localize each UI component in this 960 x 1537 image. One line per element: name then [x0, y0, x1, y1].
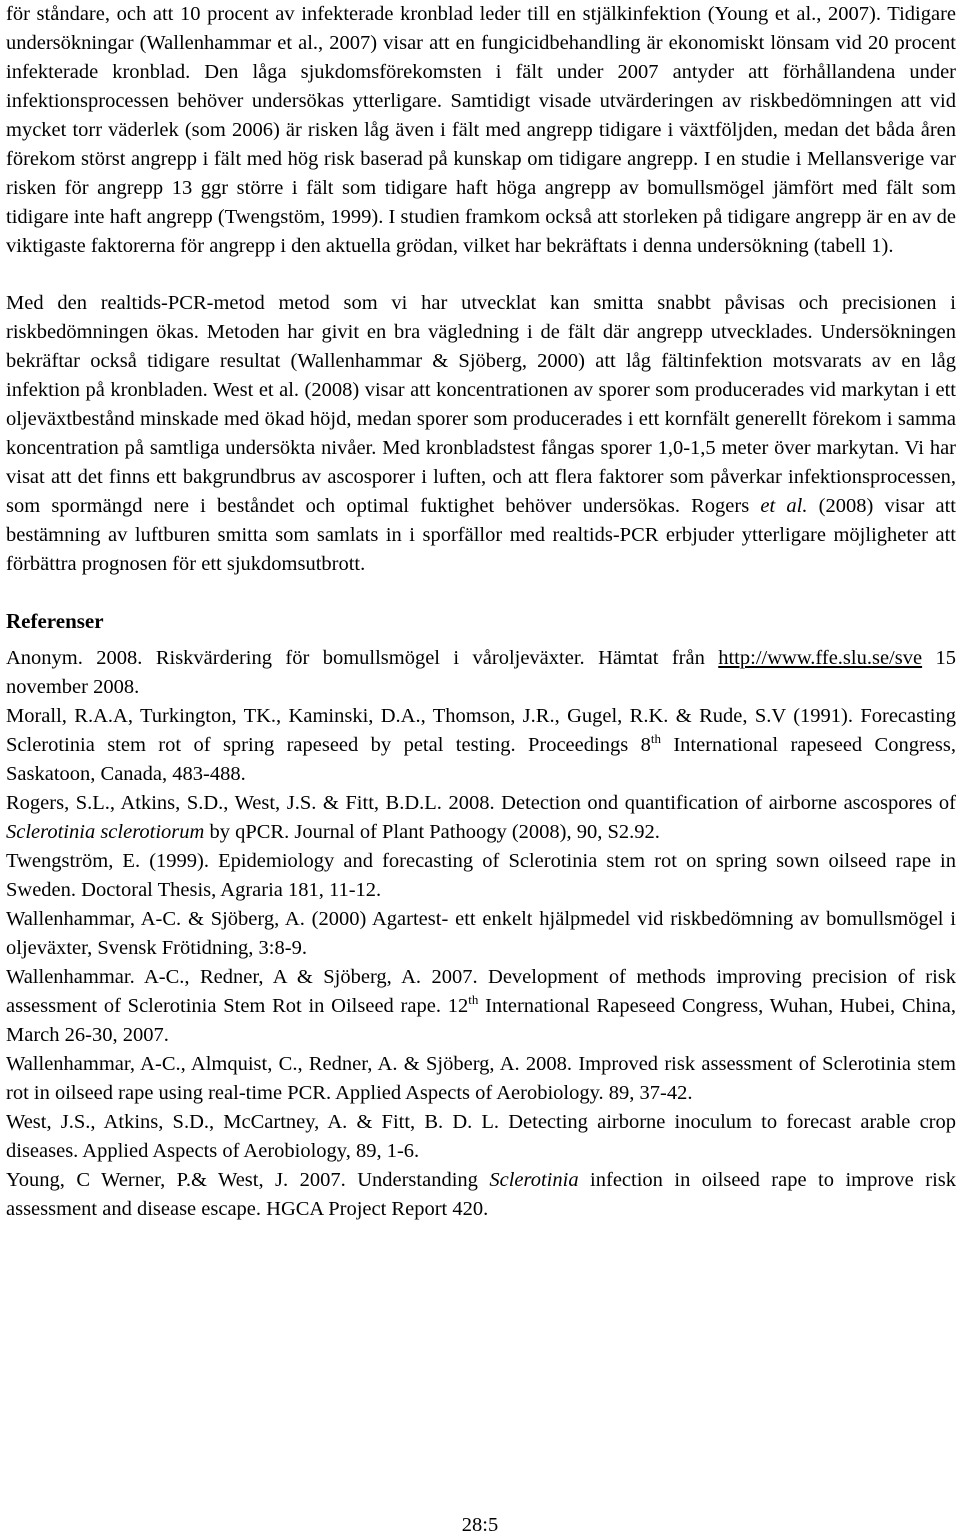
text-run: Samtidigt visade utvärderingen av riskbedömningen att vid mycket torr väderlek (som 2006) är risken låg även i fält med angrepp tidigare i växtföljden, medan det båda åren förekom störst angrepp i fält med hög risk baserad på kunskap om tidigare angrepp.: [6, 90, 956, 170]
document-page: [6, 0, 956, 1224]
reference-item: [6, 1108, 956, 1166]
reference-text: 15 november 2008.: [6, 647, 956, 698]
text-run: Den låga sjukdomsförekomsten i fält under 2007 antyder att förhållandena under infektionsprocessen behöver undersökas ytterligare.: [6, 61, 956, 112]
superscript: th: [650, 731, 661, 747]
reference-text: infection in oilseed rape to improve risk assessment and disease escape. HGCA Project Report 420.: [6, 1169, 956, 1220]
reference-item: [6, 905, 956, 963]
reference-text: Anonym. 2008. Riskvärdering för bomullsmögel i våroljeväxter. Hämtat från: [6, 647, 719, 669]
page-number: 28:5: [461, 1514, 499, 1536]
italic-text: Sclerotinia: [489, 1169, 579, 1191]
paragraph-discussion-1: [6, 0, 956, 261]
reference-text: Wallenhammar. A-C., Redner, A & Sjöberg, A. 2007. Development of methods improving precision of risk assessment of Sclerotinia Stem Rot in Oilseed rape. 12: [6, 966, 956, 1017]
text-run: Med den realtids-PCR-metod metod som vi har utvecklat kan smitta snabbt påvisas och precisionen i riskbedömningen ökas. Metoden har givit en bra vägledning i de fält där angrepp utvecklades. Undersökningen bekräftar också tidigare resultat (Wallenhammar & Sjöberg, 2000) att låg fältinfektion motsvarats av en låg infektion på kronbladen. West et al. (2008) visar att koncentrationen av sporer som producerades vid markytan i ett oljeväxtbestånd minskade med ökad höjd, medan sporer som producerades i ett kornfält generellt förekom i samma koncentration på samtliga undersökta nivåer. Med kronbladstest fångas sporer 1,0-1,5 meter över markytan. Vi har visat att det finns ett bakgrundbrus av ascosporer i luften, och att flera faktorer som påverkar infektionsprocessen, som spormängd nere i beståndet och optimal fuktighet behöver undersökas. Rogers: [6, 292, 956, 517]
reference-text: Rogers, S.L., Atkins, S.D., West, J.S. & Fitt, B.D.L. 2008. Detection ond quantification of airborne ascospores of: [6, 792, 956, 814]
text-run: för ståndare, och att 10 procent av infekterade kronblad leder till en stjälkinfektion (Young et al., 2007). Tidigare undersökningar (Wallenhammar et al., 2007) visar att en fungicidbehandling är ekonomiskt lönsam vid 20 procent infekterade kronblad.: [6, 3, 956, 83]
reference-text: Young, C Werner, P.& West, J. 2007. Understanding: [6, 1169, 490, 1191]
reference-item: [6, 963, 956, 1050]
reference-link[interactable]: http://www.ffe.slu.se/sve: [718, 647, 923, 669]
paragraph-spacer: [6, 579, 956, 607]
reference-text: Twengström, E. (1999). Epidemiology and forecasting of Sclerotinia stem rot on spring sown oilseed rape in Sweden. Doctoral Thesis, Agraria 181, 11-12.: [6, 850, 956, 901]
reference-text: International rapeseed Congress, Saskatoon, Canada, 483-488.: [6, 734, 956, 785]
italic-text: et al.: [760, 495, 808, 517]
reference-item: [6, 847, 956, 905]
superscript: th: [468, 992, 479, 1008]
text-run: I en studie i Mellansverige var risken för angrepp 13 ggr större i fält som tidigare haft höga angrepp av bomullsmögel jämfört med fält som tidigare inte haft angrepp (Twengstöm, 1999).: [6, 148, 956, 228]
paragraph-discussion-2: [6, 289, 956, 579]
reference-text: by qPCR. Journal of Plant Pathoogy (2008), 90, S2.92.: [204, 821, 660, 843]
reference-item: [6, 789, 956, 847]
reference-list: [6, 644, 956, 1224]
references-heading: Referenser: [6, 609, 104, 633]
text-run: I studien framkom också att storleken på tidigare angrepp är en av de viktigaste faktorerna för angrepp i den aktuella grödan, vilket har bekräftats i denna undersökning (tabell 1).: [6, 206, 957, 257]
reference-text: Wallenhammar, A-C., Almquist, C., Redner, A. & Sjöberg, A. 2008. Improved risk assessment of Sclerotinia stem rot in oilseed rape using real-time PCR. Applied Aspects of Aerobiology. 89, 37-42.: [6, 1053, 956, 1104]
reference-text: Morall, R.A.A, Turkington, TK., Kaminski, D.A., Thomson, J.R., Gugel, R.K. & Rude, S.V (1991). Forecasting Sclerotinia stem rot of spring rapeseed by petal testing. Proceedings 8: [6, 705, 956, 756]
reference-item: [6, 1166, 956, 1224]
reference-text: West, J.S., Atkins, S.D., McCartney, A. & Fitt, B. D. L. Detecting airborne inoculum to forecast arable crop diseases. Applied Aspects of Aerobiology, 89, 1-6.: [6, 1111, 956, 1162]
reference-text: International Rapeseed Congress, Wuhan, Hubei, China, March 26-30, 2007.: [6, 995, 956, 1046]
italic-text: Sclerotinia sclerotiorum: [6, 821, 205, 843]
paragraph-spacer: [6, 261, 956, 289]
reference-item: [6, 702, 956, 789]
text-run: (2008) visar att bestämning av luftburen smitta som samlats in i sporfällor med realtids-PCR erbjuder ytterligare möjligheter att förbättra prognosen för ett sjukdomsutbrott.: [6, 495, 956, 575]
reference-item: [6, 1050, 956, 1108]
reference-text: Wallenhammar, A-C. & Sjöberg, A. (2000) Agartest- ett enkelt hjälpmedel vid riskbedömning av bomullsmögel i oljeväxter, Svensk Frötidning, 3:8-9.: [6, 908, 956, 959]
reference-item: [6, 644, 956, 702]
